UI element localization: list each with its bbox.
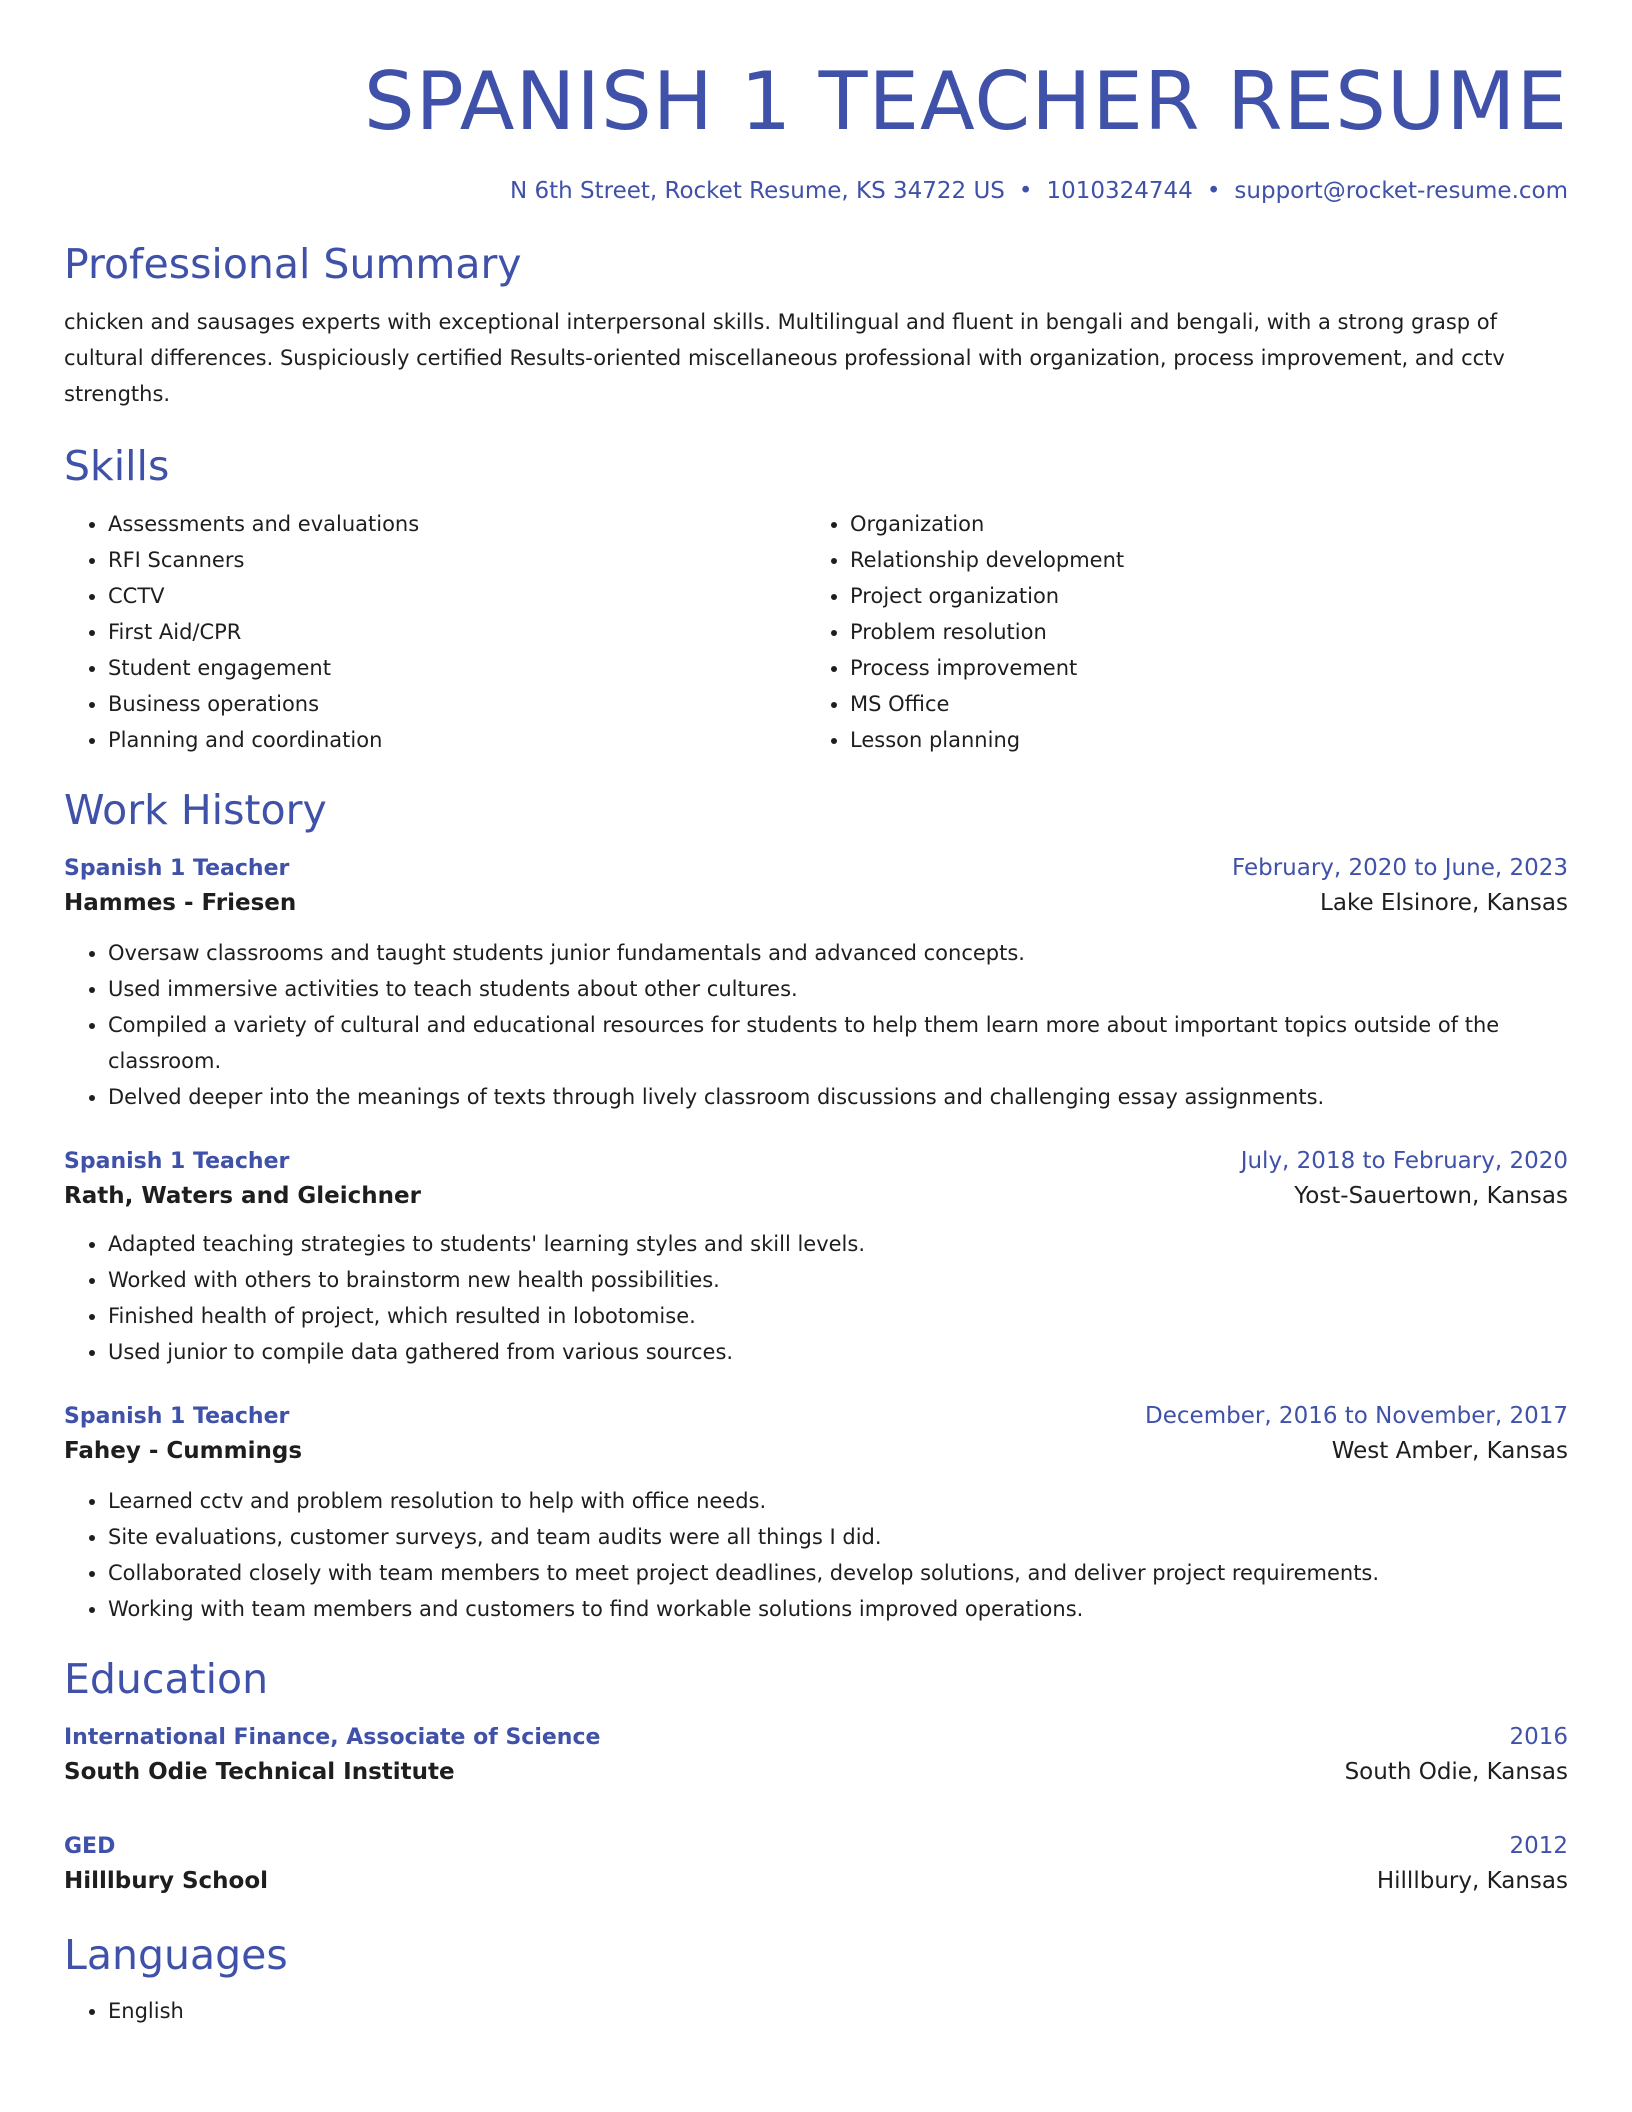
job-location: Yost-Sauertown, Kansas <box>1294 1183 1568 1209</box>
job-bullet: • Oversaw classrooms and taught students junior fundamentals and advanced concepts. <box>108 935 1568 971</box>
job-location: West Amber, Kansas <box>1331 1438 1568 1464</box>
job-title-row <box>64 852 1568 885</box>
work-history-section <box>64 784 1568 1627</box>
school-location: Hilllbury, Kansas <box>1376 1868 1568 1894</box>
job-title: Spanish 1 Teacher <box>64 1149 290 1174</box>
school-row <box>64 1754 1568 1790</box>
skill-item: • RFI Scanners <box>108 542 806 578</box>
job-entry <box>64 852 1568 1115</box>
skills-section <box>64 440 1568 758</box>
skill-item: • Student engagement <box>108 650 806 686</box>
job-bullets <box>64 1483 1568 1627</box>
school-location: South Odie, Kansas <box>1344 1759 1568 1785</box>
school-name: South Odie Technical Institute <box>64 1759 455 1785</box>
skills-list-right <box>806 506 1548 758</box>
skill-item: • Process improvement <box>850 650 1548 686</box>
degree-name: International Finance, Associate of Science <box>64 1725 601 1750</box>
job-employer: Rath, Waters and Gleichner <box>64 1183 421 1209</box>
job-bullet: • Site evaluations, customer surveys, and team audits were all things I did. <box>108 1519 1568 1555</box>
job-bullet: • Learned cctv and problem resolution to help with office needs. <box>108 1483 1568 1519</box>
skill-item: • Organization <box>850 506 1548 542</box>
summary-heading: Professional Summary <box>64 240 522 288</box>
job-bullet: • Delved deeper into the meanings of texts through lively classroom discussions and challenging essay assignments. <box>108 1079 1568 1115</box>
employer-row <box>64 1178 1568 1214</box>
language-item: • English <box>108 1993 1568 2029</box>
skill-item: • Lesson planning <box>850 722 1548 758</box>
job-title-row <box>64 1145 1568 1178</box>
job-bullet: • Finished health of project, which resulted in lobotomise. <box>108 1298 1568 1334</box>
degree-year: 2016 <box>1509 1724 1568 1750</box>
job-title: Spanish 1 Teacher <box>64 856 290 881</box>
degree-row <box>64 1721 1568 1754</box>
contact-line <box>64 176 1568 206</box>
skills-columns <box>64 506 1568 758</box>
contact-address: N 6th Street, Rocket Resume, KS 34722 US <box>509 178 1005 204</box>
degree-row <box>64 1830 1568 1863</box>
employer-row <box>64 885 1568 921</box>
education-entry <box>64 1721 1568 1790</box>
resume-title: SPANISH 1 TEACHER RESUME <box>363 55 1568 148</box>
education-heading: Education <box>64 1655 269 1703</box>
job-entry <box>64 1145 1568 1370</box>
job-bullet: • Working with team members and customers to find workable solutions improved operations. <box>108 1591 1568 1627</box>
skill-item: • Project organization <box>850 578 1548 614</box>
job-bullet: • Worked with others to brainstorm new health possibilities. <box>108 1262 1568 1298</box>
skill-item: • Relationship development <box>850 542 1548 578</box>
job-employer: Hammes - Friesen <box>64 890 297 916</box>
skill-item: • Assessments and evaluations <box>108 506 806 542</box>
skill-item: • Planning and coordination <box>108 722 806 758</box>
skill-item: • Problem resolution <box>850 614 1548 650</box>
contact-email[interactable]: support@rocket-resume.com <box>1234 178 1568 204</box>
languages-heading: Languages <box>64 1931 288 1979</box>
job-bullet: • Adapted teaching strategies to students' learning styles and skill levels. <box>108 1226 1568 1262</box>
school-row <box>64 1863 1568 1899</box>
job-dates: July, 2018 to February, 2020 <box>1240 1148 1568 1174</box>
job-employer: Fahey - Cummings <box>64 1438 303 1464</box>
employer-row <box>64 1433 1568 1469</box>
summary-section <box>64 238 1568 412</box>
job-bullets <box>64 1226 1568 1370</box>
skill-item: • First Aid/CPR <box>108 614 806 650</box>
job-bullet: • Used junior to compile data gathered from various sources. <box>108 1334 1568 1370</box>
job-bullet: • Compiled a variety of cultural and educational resources for students to help them learn more about important topics outside of the classroom. <box>108 1007 1568 1079</box>
job-location: Lake Elsinore, Kansas <box>1320 890 1568 916</box>
skill-item: • CCTV <box>108 578 806 614</box>
job-entry <box>64 1400 1568 1627</box>
contact-phone: 1010324744 <box>1046 178 1193 204</box>
education-section <box>64 1653 1568 1899</box>
degree-year: 2012 <box>1509 1833 1568 1859</box>
languages-section <box>64 1929 1568 2029</box>
resume-page <box>64 0 1568 2029</box>
degree-name: GED <box>64 1834 116 1859</box>
work-history-heading: Work History <box>64 786 327 834</box>
job-bullet: • Collaborated closely with team members to meet project deadlines, develop solutions, and deliver project requirements. <box>108 1555 1568 1591</box>
skills-heading: Skills <box>64 442 170 490</box>
education-entry <box>64 1830 1568 1899</box>
contact-separator: • <box>1018 178 1033 204</box>
job-dates: December, 2016 to November, 2017 <box>1145 1403 1568 1429</box>
skills-list-left <box>64 506 806 758</box>
job-dates: February, 2020 to June, 2023 <box>1231 855 1568 881</box>
job-bullet: • Used immersive activities to teach students about other cultures. <box>108 971 1568 1007</box>
contact-separator: • <box>1206 178 1221 204</box>
languages-list <box>64 1993 1568 2029</box>
job-bullets <box>64 935 1568 1115</box>
job-title: Spanish 1 Teacher <box>64 1404 290 1429</box>
school-name: Hilllbury School <box>64 1868 269 1894</box>
summary-text: chicken and sausages experts with exceptional interpersonal skills. Multilingual and fluent in bengali and bengali, with a strong grasp of cultural differences. Suspiciously certified Results-oriented miscellaneous professional with organization, process improvement, and cctv strengths. <box>64 310 1505 406</box>
skill-item: • Business operations <box>108 686 806 722</box>
skill-item: • MS Office <box>850 686 1548 722</box>
job-title-row <box>64 1400 1568 1433</box>
